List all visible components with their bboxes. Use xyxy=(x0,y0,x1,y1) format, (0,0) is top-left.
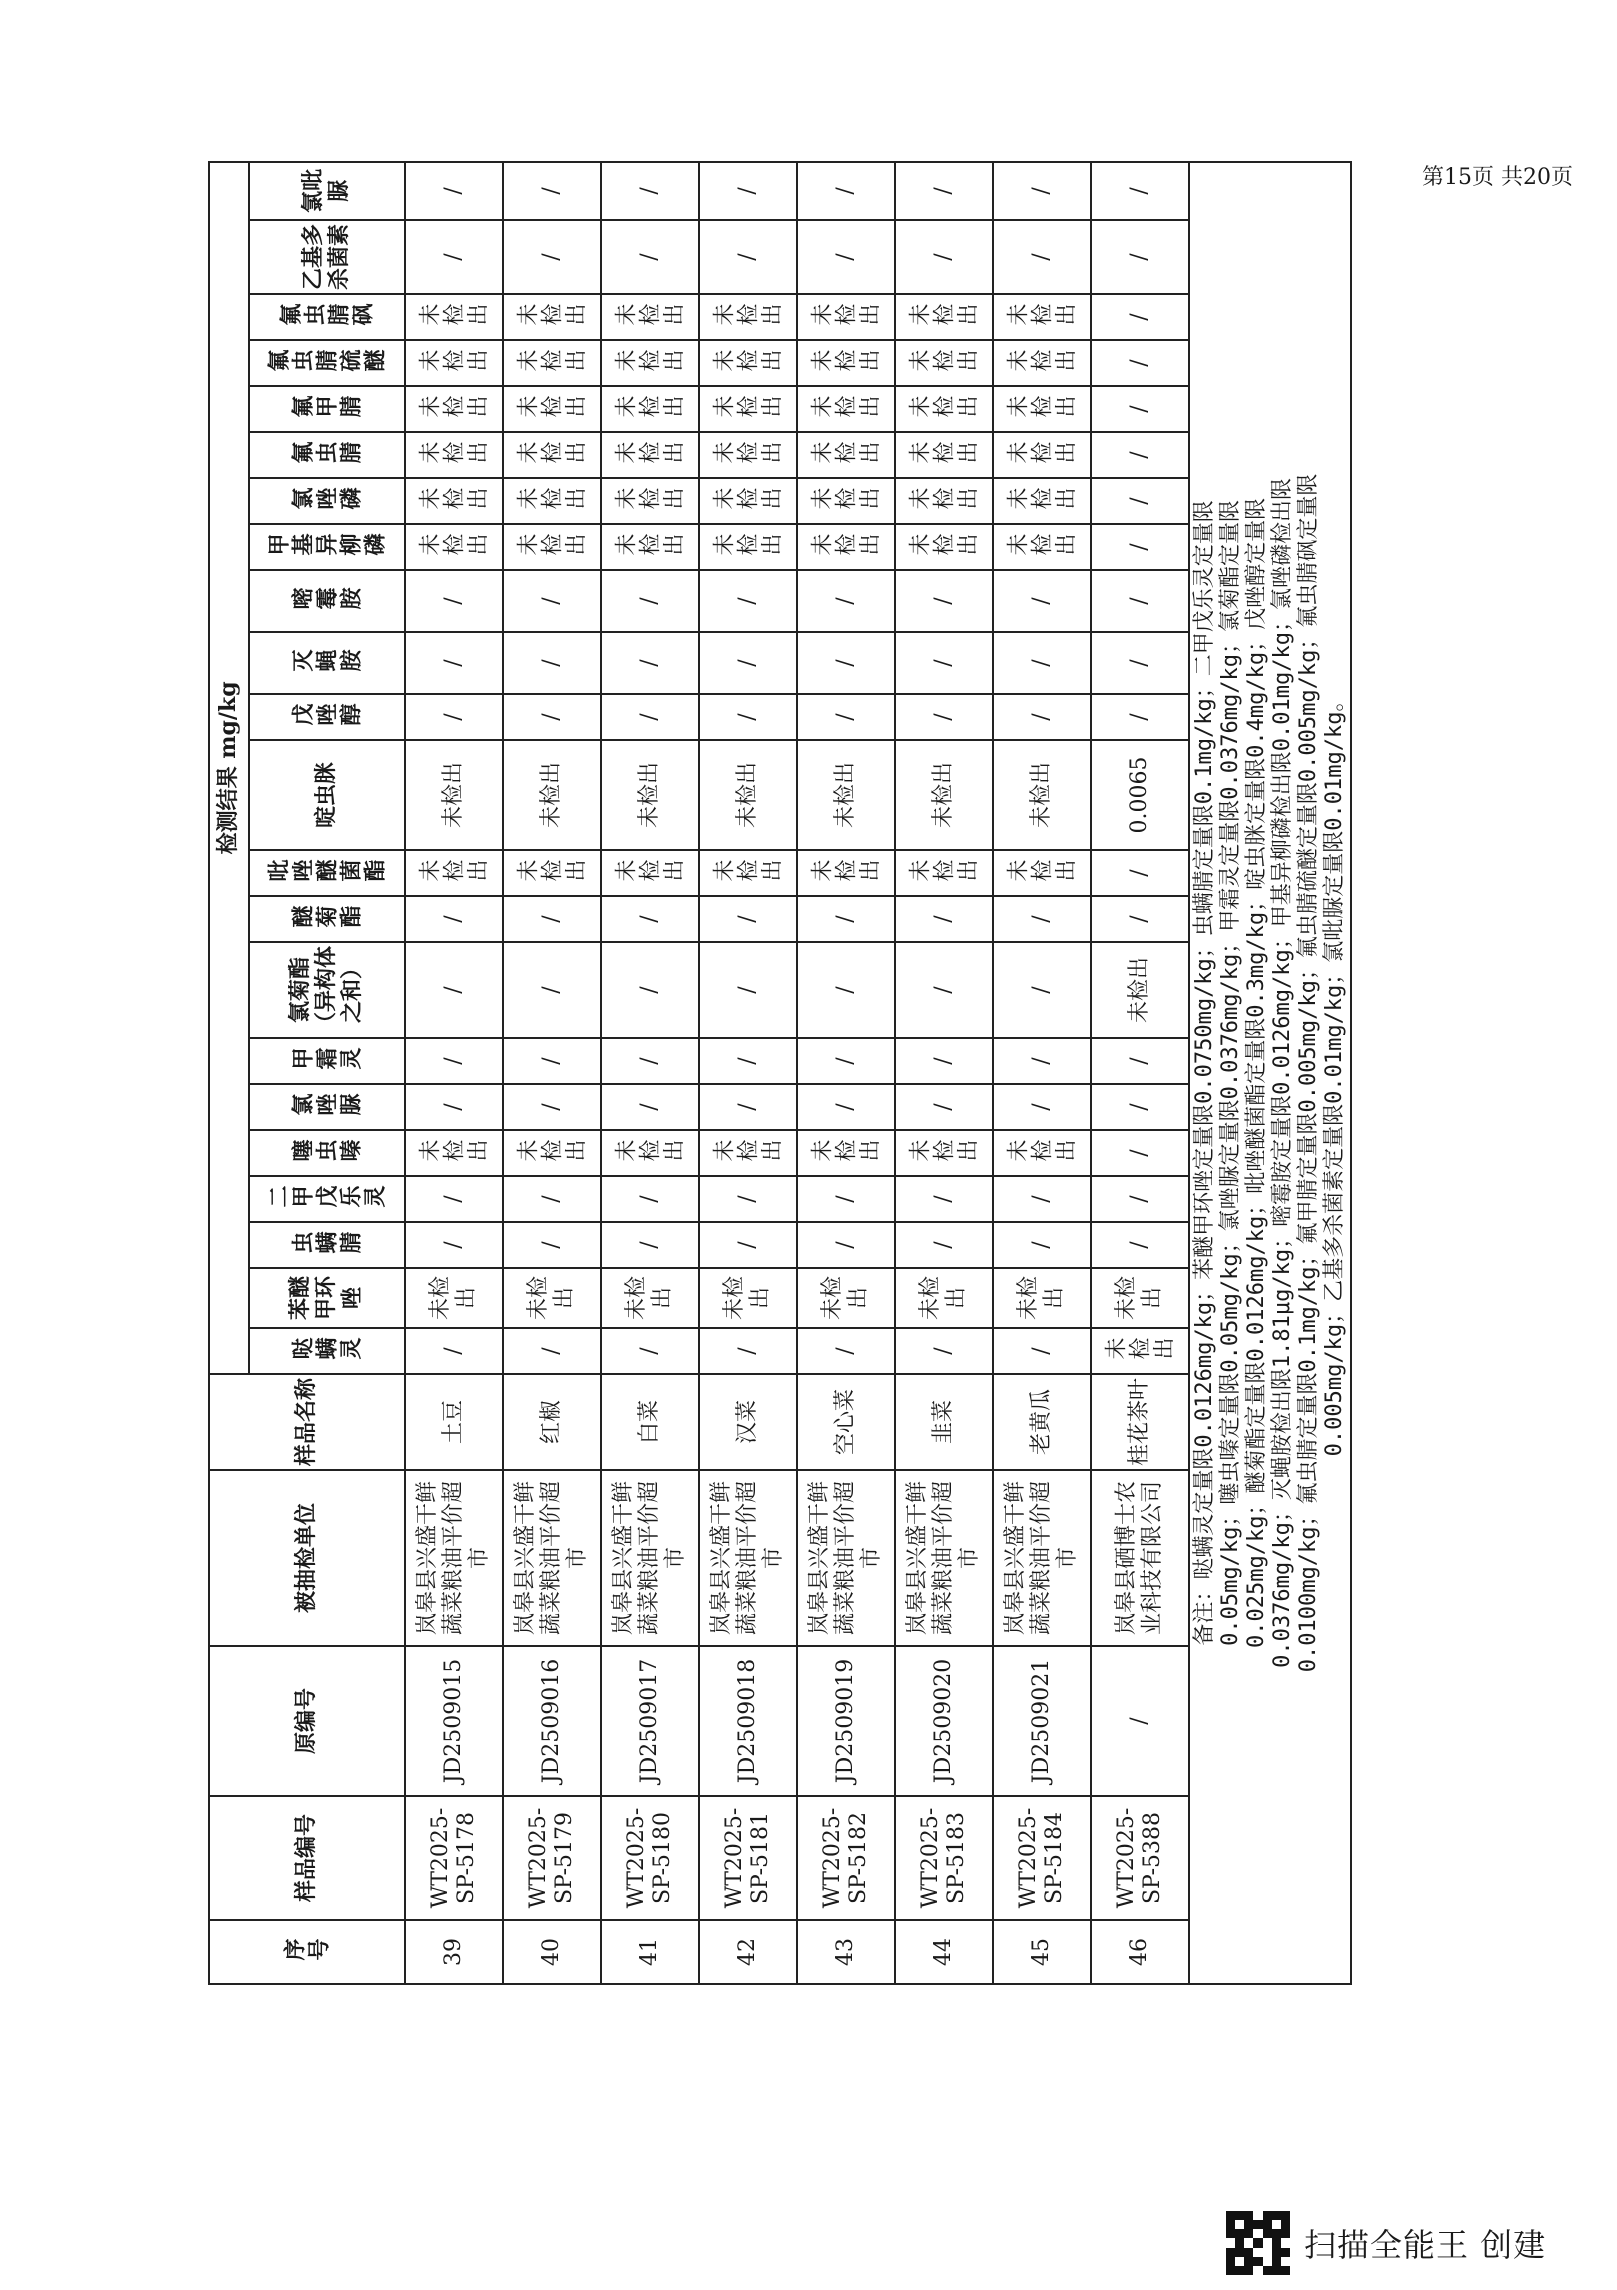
cell-result: / xyxy=(993,220,1091,294)
cell-result: / xyxy=(1091,432,1189,478)
cell-result: 未检出 xyxy=(503,850,601,896)
cell-result: / xyxy=(601,694,699,740)
cell-result: / xyxy=(895,632,993,694)
table-row xyxy=(405,162,503,1984)
cell-result: / xyxy=(895,1038,993,1084)
cell-sample-name: 汉菜 xyxy=(699,1374,797,1470)
cell-result: 未检出 xyxy=(699,1130,797,1176)
cell-result: / xyxy=(503,896,601,942)
cell-result: 未检出 xyxy=(699,340,797,386)
cell-result: 未检出 xyxy=(797,340,895,386)
cell-result: 未检出 xyxy=(503,1268,601,1328)
cell-sample-no: WT2025-SP-5181 xyxy=(699,1796,797,1920)
note-line: 备注：哒螨灵定量限0.0126mg/kg；苯醚甲环唑定量限0.0750mg/kg；虫螨腈定量限0.1mg/kg；二甲戊乐灵定量限 xyxy=(1192,500,1217,1646)
cell-orig-no: JD2509019 xyxy=(797,1646,895,1796)
cell-result: 未检出 xyxy=(797,740,895,850)
cell-result: 未检出 xyxy=(405,478,503,524)
cell-result: 未检出 xyxy=(601,432,699,478)
cell-result: 未检出 xyxy=(993,740,1091,850)
cell-seq: 40 xyxy=(503,1920,601,1984)
note-line: 0.025mg/kg；醚菊酯定量限0.0126mg/kg；吡唑醚菌酯定量限0.3mg/kg；啶虫脒定量限0.4mg/kg；戊唑醇定量限 xyxy=(1243,497,1269,1648)
cell-unit: 岚皋县兴盛干鲜蔬菜粮油平价超市 xyxy=(993,1470,1091,1646)
cell-result: 未检出 xyxy=(895,386,993,432)
cell-result: / xyxy=(1091,1038,1189,1084)
cell-sample-name: 老黄瓜 xyxy=(993,1374,1091,1470)
cell-result: / xyxy=(993,1176,1091,1222)
header-result-col: 氯菊酯（异构体之和） xyxy=(249,942,405,1038)
cell-result: / xyxy=(405,1328,503,1374)
cell-result: 未检出 xyxy=(993,432,1091,478)
cell-result: / xyxy=(797,1038,895,1084)
cell-result: / xyxy=(503,694,601,740)
table-row xyxy=(993,162,1091,1984)
cell-result: / xyxy=(895,1176,993,1222)
cell-result: / xyxy=(601,162,699,220)
cell-result: 未检出 xyxy=(993,1130,1091,1176)
cell-result: 未检出 xyxy=(405,524,503,570)
cell-result: / xyxy=(503,570,601,632)
table-row xyxy=(699,162,797,1984)
cell-result: / xyxy=(993,570,1091,632)
cell-result: 未检出 xyxy=(895,294,993,340)
cell-result: / xyxy=(993,694,1091,740)
table-row xyxy=(797,162,895,1984)
cell-seq: 44 xyxy=(895,1920,993,1984)
cell-result: 未检出 xyxy=(993,386,1091,432)
cell-result: / xyxy=(797,1084,895,1130)
table-row xyxy=(601,162,699,1984)
cell-seq: 43 xyxy=(797,1920,895,1984)
cell-result: / xyxy=(699,1222,797,1268)
results-table xyxy=(208,161,1352,1985)
cell-result: / xyxy=(797,896,895,942)
cell-result: 未检出 xyxy=(405,1130,503,1176)
cell-unit: 岚皋县兴盛干鲜蔬菜粮油平价超市 xyxy=(797,1470,895,1646)
cell-result: 未检出 xyxy=(797,1268,895,1328)
cell-result: 未检出 xyxy=(601,478,699,524)
cell-result: / xyxy=(993,1038,1091,1084)
cell-result: 未检出 xyxy=(993,340,1091,386)
cell-result: 未检出 xyxy=(699,740,797,850)
cell-result: / xyxy=(895,1222,993,1268)
cell-result: 未检出 xyxy=(503,1130,601,1176)
cell-result: 未检出 xyxy=(895,478,993,524)
cell-result: 未检出 xyxy=(797,432,895,478)
cell-unit: 岚皋县硒博士农业科技有限公司 xyxy=(1091,1470,1189,1646)
cell-result: 未检出 xyxy=(895,740,993,850)
cell-result: 未检出 xyxy=(699,850,797,896)
rotated-results-table xyxy=(208,168,1548,1985)
cell-result: / xyxy=(601,1038,699,1084)
cell-result: / xyxy=(895,1328,993,1374)
header-orig-no: 原编号 xyxy=(209,1646,405,1796)
cell-result: / xyxy=(601,1084,699,1130)
cell-result: / xyxy=(797,1328,895,1374)
cell-result: 未检出 xyxy=(601,850,699,896)
cell-result: / xyxy=(1091,220,1189,294)
cell-result: / xyxy=(895,570,993,632)
header-results-group: 检测结果 mg/kg xyxy=(209,162,249,1374)
cell-sample-no: WT2025-SP-5388 xyxy=(1091,1796,1189,1920)
cell-orig-no: JD2509017 xyxy=(601,1646,699,1796)
cell-result: / xyxy=(503,632,601,694)
cell-result: 未检出 xyxy=(699,478,797,524)
header-result-col: 氯唑脲 xyxy=(249,1084,405,1130)
cell-result: / xyxy=(797,942,895,1038)
cell-sample-name: 白菜 xyxy=(601,1374,699,1470)
cell-sample-name: 土豆 xyxy=(405,1374,503,1470)
cell-result: / xyxy=(503,942,601,1038)
header-result-col: 虫螨腈 xyxy=(249,1222,405,1268)
cell-result: / xyxy=(699,162,797,220)
cell-result: 未检出 xyxy=(993,850,1091,896)
cell-result: 0.0065 xyxy=(1091,740,1189,850)
header-result-col: 氯唑磷 xyxy=(249,478,405,524)
cell-result: / xyxy=(503,1084,601,1130)
cell-sample-no: WT2025-SP-5180 xyxy=(601,1796,699,1920)
cell-unit: 岚皋县兴盛干鲜蔬菜粮油平价超市 xyxy=(699,1470,797,1646)
header-result-col: 啶虫脒 xyxy=(249,740,405,850)
scanner-brand: 扫描全能王 创建 xyxy=(1304,2226,1547,2264)
cell-orig-no: JD2509016 xyxy=(503,1646,601,1796)
notes xyxy=(1189,162,1351,1984)
cell-unit: 岚皋县兴盛干鲜蔬菜粮油平价超市 xyxy=(405,1470,503,1646)
qr-code-icon xyxy=(1226,2211,1290,2275)
cell-sample-no: WT2025-SP-5179 xyxy=(503,1796,601,1920)
cell-result: / xyxy=(797,632,895,694)
table-row xyxy=(1091,162,1189,1984)
cell-result: / xyxy=(1091,1176,1189,1222)
cell-result: 未检出 xyxy=(405,294,503,340)
cell-result: 未检出 xyxy=(405,386,503,432)
cell-result: / xyxy=(503,1222,601,1268)
cell-result: 未检出 xyxy=(601,1268,699,1328)
cell-result: / xyxy=(601,1176,699,1222)
cell-result: / xyxy=(503,162,601,220)
cell-orig-no: JD2509021 xyxy=(993,1646,1091,1796)
cell-result: / xyxy=(503,1176,601,1222)
cell-seq: 45 xyxy=(993,1920,1091,1984)
cell-result: 未检出 xyxy=(503,478,601,524)
cell-result: / xyxy=(1091,1130,1189,1176)
cell-result: / xyxy=(405,1222,503,1268)
header-result-col: 哒螨灵 xyxy=(249,1328,405,1374)
header-result-col: 苯醚甲环唑 xyxy=(249,1268,405,1328)
cell-result: 未检出 xyxy=(503,294,601,340)
cell-result: 未检出 xyxy=(895,340,993,386)
header-result-col: 氯吡脲 xyxy=(249,162,405,220)
cell-result: / xyxy=(503,1328,601,1374)
header-seq: 序号 xyxy=(209,1920,405,1984)
cell-sample-name: 桂花茶叶 xyxy=(1091,1374,1189,1470)
cell-result: / xyxy=(797,1176,895,1222)
header-result-col: 甲霜灵 xyxy=(249,1038,405,1084)
cell-result: / xyxy=(601,1328,699,1374)
note-line: 0.0376mg/kg；灭蝇胺检出限1.81μg/kg；嘧霉胺定量限0.0126mg/kg；甲基异柳磷检出限0.01mg/kg；氯唑磷检出限 xyxy=(1269,478,1295,1668)
cell-result: 未检出 xyxy=(895,432,993,478)
cell-result: / xyxy=(1091,850,1189,896)
cell-result: / xyxy=(993,1328,1091,1374)
header-sample-name: 样品名称 xyxy=(209,1374,405,1470)
cell-result: / xyxy=(405,896,503,942)
note-line: 0.05mg/kg；噻虫嗪定量限0.05mg/kg；氯唑脲定量限0.0376mg/kg；甲霜灵定量限0.0376mg/kg；氯菊酯定量限 xyxy=(1217,500,1243,1646)
cell-result: / xyxy=(699,896,797,942)
cell-result: 未检出 xyxy=(895,850,993,896)
header-unit: 被抽检单位 xyxy=(209,1470,405,1646)
cell-result: 未检出 xyxy=(503,524,601,570)
cell-result: 未检出 xyxy=(699,386,797,432)
cell-result: 未检出 xyxy=(895,1130,993,1176)
header-result-col: 嘧霉胺 xyxy=(249,570,405,632)
cell-seq: 42 xyxy=(699,1920,797,1984)
cell-unit: 岚皋县兴盛干鲜蔬菜粮油平价超市 xyxy=(601,1470,699,1646)
cell-result: 未检出 xyxy=(503,386,601,432)
cell-result: 未检出 xyxy=(993,1268,1091,1328)
cell-result: / xyxy=(895,162,993,220)
cell-result: 未检出 xyxy=(797,386,895,432)
cell-result: / xyxy=(699,942,797,1038)
cell-result: 未检出 xyxy=(993,478,1091,524)
cell-result: / xyxy=(503,1038,601,1084)
cell-result: 未检出 xyxy=(797,524,895,570)
cell-result: 未检出 xyxy=(601,294,699,340)
note-line: 0.0100mg/kg；氟虫腈定量限0.1mg/kg；氟甲腈定量限0.005mg/kg；氟虫腈硫醚定量限0.005mg/kg；氟虫腈砜定量限 xyxy=(1295,473,1321,1673)
cell-result: / xyxy=(405,220,503,294)
cell-result: / xyxy=(699,632,797,694)
table-row xyxy=(503,162,601,1984)
cell-result: 未检出 xyxy=(797,1130,895,1176)
cell-result: / xyxy=(993,942,1091,1038)
header-result-col: 氟虫腈 xyxy=(249,432,405,478)
cell-result: / xyxy=(1091,386,1189,432)
cell-result: / xyxy=(699,220,797,294)
cell-result: / xyxy=(601,632,699,694)
cell-result: 未检出 xyxy=(503,740,601,850)
cell-orig-no: / xyxy=(1091,1646,1189,1796)
cell-result: 未检出 xyxy=(503,340,601,386)
cell-result: / xyxy=(797,220,895,294)
cell-result: / xyxy=(895,220,993,294)
cell-result: / xyxy=(405,694,503,740)
cell-result: / xyxy=(699,570,797,632)
cell-result: / xyxy=(895,896,993,942)
cell-result: 未检出 xyxy=(601,386,699,432)
header-result-col: 噻虫嗪 xyxy=(249,1130,405,1176)
cell-result: / xyxy=(405,1038,503,1084)
cell-result: / xyxy=(1091,162,1189,220)
cell-result: / xyxy=(1091,632,1189,694)
cell-result: 未检出 xyxy=(699,1268,797,1328)
cell-result: 未检出 xyxy=(699,524,797,570)
cell-sample-no: WT2025-SP-5184 xyxy=(993,1796,1091,1920)
cell-result: 未检出 xyxy=(405,432,503,478)
cell-result: 未检出 xyxy=(503,432,601,478)
header-result-col: 甲基异柳磷 xyxy=(249,524,405,570)
cell-result: 未检出 xyxy=(405,850,503,896)
header-sample-no: 样品编号 xyxy=(209,1796,405,1920)
cell-result: / xyxy=(601,942,699,1038)
cell-seq: 39 xyxy=(405,1920,503,1984)
cell-result: 未检出 xyxy=(601,740,699,850)
cell-result: 未检出 xyxy=(1091,1328,1189,1374)
cell-result: 未检出 xyxy=(895,524,993,570)
cell-seq: 41 xyxy=(601,1920,699,1984)
cell-result: 未检出 xyxy=(797,294,895,340)
cell-result: / xyxy=(405,162,503,220)
cell-result: / xyxy=(1091,294,1189,340)
cell-result: / xyxy=(601,1222,699,1268)
cell-orig-no: JD2509020 xyxy=(895,1646,993,1796)
cell-sample-name: 空心菜 xyxy=(797,1374,895,1470)
cell-result: 未检出 xyxy=(601,1130,699,1176)
header-result-col: 氟虫腈砜 xyxy=(249,294,405,340)
cell-result: / xyxy=(1091,524,1189,570)
cell-result: / xyxy=(1091,340,1189,386)
cell-result: / xyxy=(601,570,699,632)
cell-result: 未检出 xyxy=(601,340,699,386)
header-result-col: 二甲戊乐灵 xyxy=(249,1176,405,1222)
note-line: 0.005mg/kg；乙基多杀菌素定量限0.01mg/kg；氯吡脲定量限0.01mg/kg。 xyxy=(1321,689,1347,1457)
cell-result: / xyxy=(993,1222,1091,1268)
cell-result: / xyxy=(405,1176,503,1222)
cell-result: 未检出 xyxy=(895,1268,993,1328)
header-result-col: 氟甲腈 xyxy=(249,386,405,432)
cell-sample-name: 红椒 xyxy=(503,1374,601,1470)
cell-result: 未检出 xyxy=(601,524,699,570)
cell-result: 未检出 xyxy=(993,294,1091,340)
page-number: 第15页 共20页 xyxy=(1422,165,1573,190)
header-result-col: 戊唑醇 xyxy=(249,694,405,740)
cell-result: / xyxy=(601,896,699,942)
header-result-col: 醚菊酯 xyxy=(249,896,405,942)
cell-result: / xyxy=(895,942,993,1038)
cell-result: / xyxy=(797,162,895,220)
cell-result: / xyxy=(405,632,503,694)
cell-result: 未检出 xyxy=(699,294,797,340)
cell-result: / xyxy=(1091,694,1189,740)
cell-result: / xyxy=(1091,1084,1189,1130)
cell-result: 未检出 xyxy=(993,524,1091,570)
cell-result: / xyxy=(797,694,895,740)
cell-result: / xyxy=(699,1176,797,1222)
table-row xyxy=(895,162,993,1984)
cell-result: / xyxy=(895,694,993,740)
cell-sample-name: 韭菜 xyxy=(895,1374,993,1470)
cell-result: / xyxy=(405,1084,503,1130)
header-result-col: 氟虫腈硫醚 xyxy=(249,340,405,386)
cell-result: / xyxy=(1091,478,1189,524)
cell-result: / xyxy=(1091,570,1189,632)
cell-result: / xyxy=(797,1222,895,1268)
cell-result: / xyxy=(993,1084,1091,1130)
cell-result: / xyxy=(699,694,797,740)
cell-result: / xyxy=(1091,1222,1189,1268)
cell-result: 未检出 xyxy=(797,850,895,896)
cell-result: / xyxy=(503,220,601,294)
cell-result: 未检出 xyxy=(405,1268,503,1328)
cell-result: / xyxy=(993,162,1091,220)
cell-result: 未检出 xyxy=(1091,1268,1189,1328)
header-result-col: 乙基多杀菌素 xyxy=(249,220,405,294)
cell-sample-no: WT2025-SP-5182 xyxy=(797,1796,895,1920)
cell-unit: 岚皋县兴盛干鲜蔬菜粮油平价超市 xyxy=(895,1470,993,1646)
cell-result: / xyxy=(601,220,699,294)
cell-sample-no: WT2025-SP-5178 xyxy=(405,1796,503,1920)
cell-result: 未检出 xyxy=(405,740,503,850)
cell-result: / xyxy=(895,1084,993,1130)
cell-seq: 46 xyxy=(1091,1920,1189,1984)
cell-sample-no: WT2025-SP-5183 xyxy=(895,1796,993,1920)
cell-unit: 岚皋县兴盛干鲜蔬菜粮油平价超市 xyxy=(503,1470,601,1646)
cell-result: / xyxy=(699,1328,797,1374)
cell-result: / xyxy=(699,1084,797,1130)
cell-result: / xyxy=(405,570,503,632)
scanner-watermark xyxy=(1226,2220,1546,2266)
header-result-col: 灭蝇胺 xyxy=(249,632,405,694)
cell-result: 未检出 xyxy=(1091,942,1189,1038)
cell-orig-no: JD2509015 xyxy=(405,1646,503,1796)
header-result-col: 吡唑醚菌酯 xyxy=(249,850,405,896)
cell-result: / xyxy=(405,942,503,1038)
cell-result: / xyxy=(993,896,1091,942)
cell-result: / xyxy=(797,570,895,632)
cell-result: 未检出 xyxy=(405,340,503,386)
cell-result: / xyxy=(699,1038,797,1084)
cell-result: 未检出 xyxy=(699,432,797,478)
cell-orig-no: JD2509018 xyxy=(699,1646,797,1796)
cell-result: / xyxy=(1091,896,1189,942)
cell-result: 未检出 xyxy=(797,478,895,524)
cell-result: / xyxy=(993,632,1091,694)
